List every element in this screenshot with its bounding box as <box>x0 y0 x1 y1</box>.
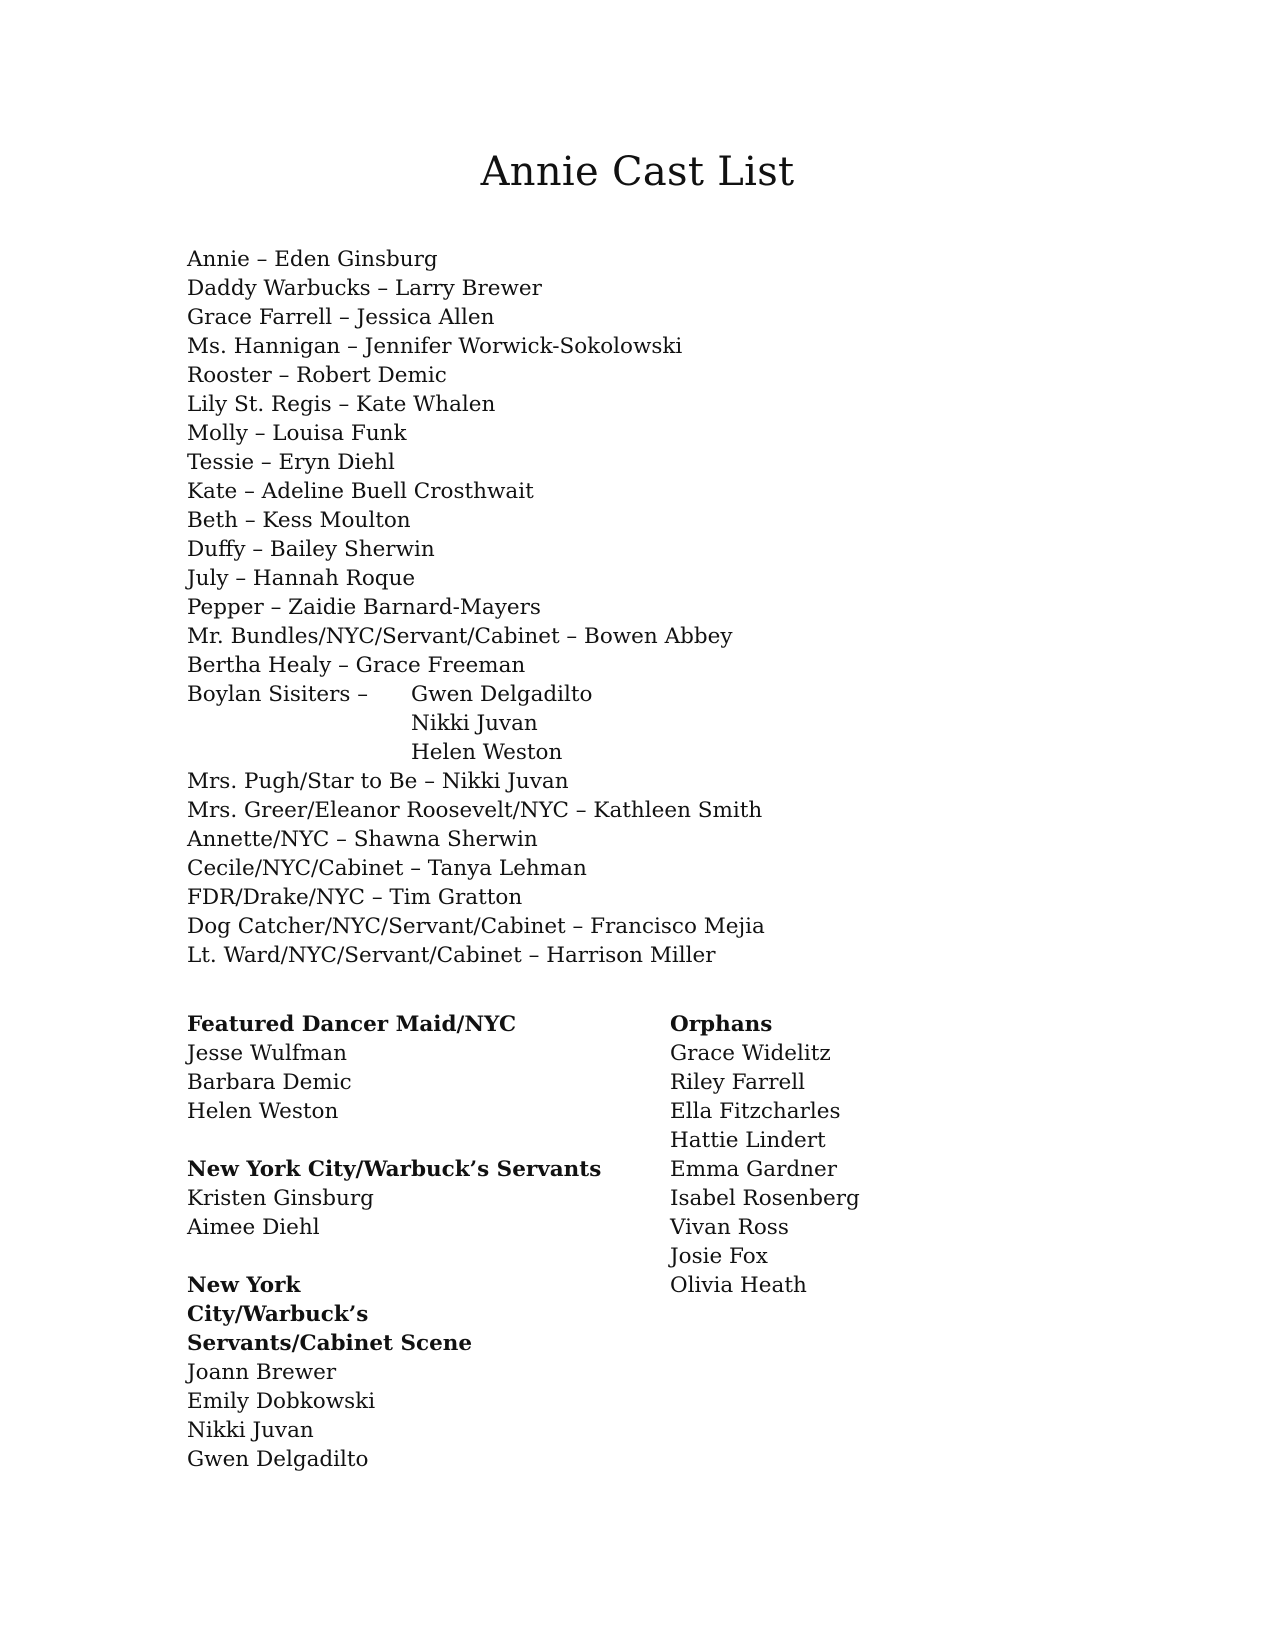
orphan-member: Vivan Ross <box>670 1215 789 1240</box>
cast-line-rooster: Rooster – Robert Demic <box>187 363 447 388</box>
orphan-member: Isabel Rosenberg <box>670 1186 860 1211</box>
group-member: Kristen Ginsburg <box>187 1186 374 1211</box>
group-member: Gwen Delgadilto <box>187 1447 369 1472</box>
group-nyc-servants-cabinet <box>187 1271 657 1474</box>
group-member: Jesse Wulfman <box>187 1041 347 1066</box>
boylan-sister-name: Helen Weston <box>411 740 563 765</box>
cast-line-pepper: Pepper – Zaidie Barnard-Mayers <box>187 595 541 620</box>
cast-line-annette: Annette/NYC – Shawna Sherwin <box>187 827 538 852</box>
group-heading: Featured Dancer Maid/NYC <box>187 1012 517 1037</box>
ensemble-groups-column <box>187 1010 657 1503</box>
boylan-sisters-role: Boylan Sisiters – <box>187 682 369 707</box>
page-title: Annie Cast List <box>480 149 795 195</box>
cast-line-dog-catcher: Dog Catcher/NYC/Servant/Cabinet – Francisco Mejia <box>187 914 765 939</box>
group-member: Barbara Demic <box>187 1070 352 1095</box>
cast-line-annie: Annie – Eden Ginsburg <box>187 247 438 272</box>
group-featured-dancer <box>187 1010 657 1126</box>
cast-line-lily-st-regis: Lily St. Regis – Kate Whalen <box>187 392 496 417</box>
orphan-member: Olivia Heath <box>670 1273 807 1298</box>
cast-line-fdr: FDR/Drake/NYC – Tim Gratton <box>187 885 523 910</box>
orphan-member: Grace Widelitz <box>670 1041 831 1066</box>
orphan-member: Riley Farrell <box>670 1070 805 1095</box>
cast-line-lt-ward: Lt. Ward/NYC/Servant/Cabinet – Harrison Miller <box>187 943 716 968</box>
cast-line-daddy-warbucks: Daddy Warbucks – Larry Brewer <box>187 276 542 301</box>
boylan-sisters-names <box>411 680 593 767</box>
boylan-sister-name: Gwen Delgadilto <box>411 682 593 707</box>
group-heading: New York City/Warbuck’s Servants <box>187 1157 602 1182</box>
cast-line-mrs-greer: Mrs. Greer/Eleanor Roosevelt/NYC – Kathleen Smith <box>187 798 763 823</box>
orphans-column <box>670 1010 1070 1300</box>
boylan-sisters-entry <box>187 680 1087 767</box>
cast-line-ms-hannigan: Ms. Hannigan – Jennifer Worwick-Sokolowski <box>187 334 683 359</box>
cast-line-mr-bundles: Mr. Bundles/NYC/Servant/Cabinet – Bowen Abbey <box>187 624 733 649</box>
cast-line-july: July – Hannah Roque <box>187 566 416 591</box>
cast-line-grace-farrell: Grace Farrell – Jessica Allen <box>187 305 495 330</box>
orphans-heading: Orphans <box>670 1012 773 1037</box>
group-member: Helen Weston <box>187 1099 339 1124</box>
group-nyc-servants <box>187 1155 657 1242</box>
cast-line-tessie: Tessie – Eryn Diehl <box>187 450 395 475</box>
boylan-sister-name: Nikki Juvan <box>411 711 538 736</box>
group-heading: New York City/Warbuck’s Servants/Cabinet Scene <box>187 1273 473 1356</box>
cast-line-kate: Kate – Adeline Buell Crosthwait <box>187 479 534 504</box>
cast-line-duffy: Duffy – Bailey Sherwin <box>187 537 435 562</box>
group-member: Emily Dobkowski <box>187 1389 376 1414</box>
orphan-member: Josie Fox <box>670 1244 768 1269</box>
orphan-member: Ella Fitzcharles <box>670 1099 841 1124</box>
cast-line-bertha-healy: Bertha Healy – Grace Freeman <box>187 653 526 678</box>
group-member: Joann Brewer <box>187 1360 337 1385</box>
cast-list <box>187 245 1087 970</box>
cast-line-mrs-pugh: Mrs. Pugh/Star to Be – Nikki Juvan <box>187 769 569 794</box>
group-member: Nikki Juvan <box>187 1418 314 1443</box>
orphan-member: Emma Gardner <box>670 1157 838 1182</box>
orphan-member: Hattie Lindert <box>670 1128 826 1153</box>
cast-line-cecile: Cecile/NYC/Cabinet – Tanya Lehman <box>187 856 587 881</box>
cast-line-beth: Beth – Kess Moulton <box>187 508 411 533</box>
group-member: Aimee Diehl <box>187 1215 320 1240</box>
cast-line-molly: Molly – Louisa Funk <box>187 421 407 446</box>
